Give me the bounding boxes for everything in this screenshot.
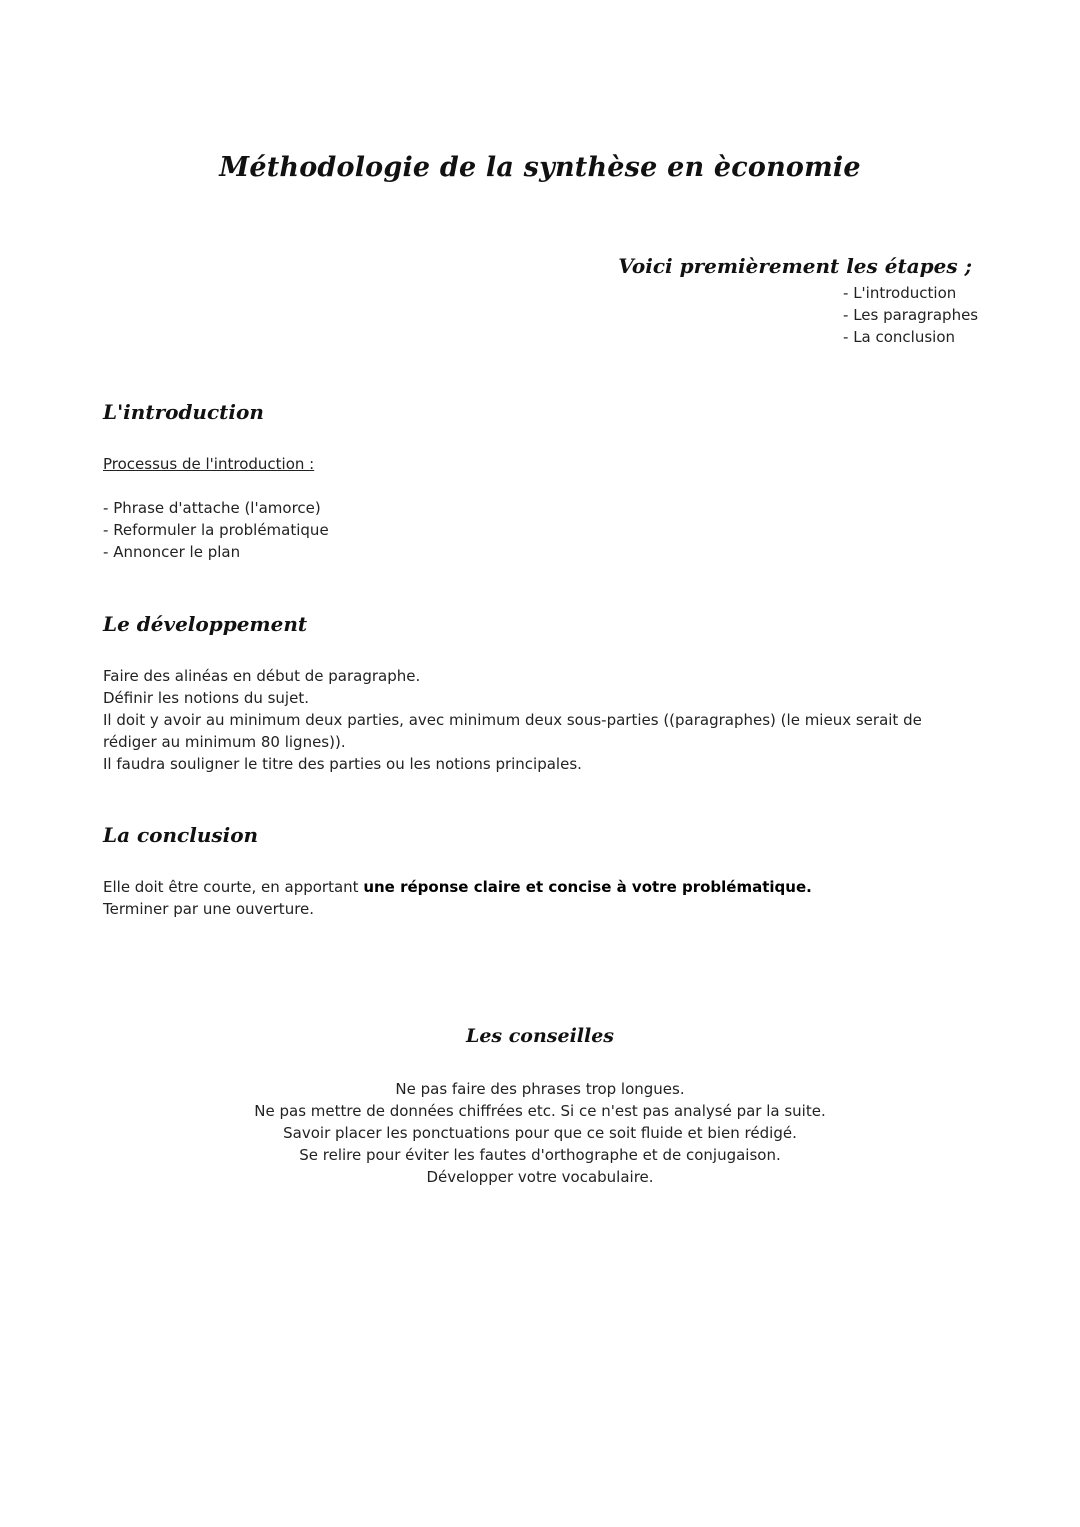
steps-heading: Voici premièrement les étapes ; xyxy=(618,254,972,278)
document-title: Méthodologie de la synthèse en èconomie xyxy=(219,152,861,183)
developpement-line: Définir les notions du sujet. xyxy=(103,689,309,707)
conclusion-line xyxy=(103,876,973,898)
introduction-list-item: - Annoncer le plan xyxy=(103,541,329,563)
introduction-list-item: - Reformuler la problématique xyxy=(103,519,329,541)
developpement-heading: Le développement xyxy=(103,612,308,636)
steps-list-item: - L'introduction xyxy=(843,282,978,304)
conseils-list-item: Savoir placer les ponctuations pour que ce soit fluide et bien rédigé. xyxy=(283,1124,797,1142)
conclusion-line-prefix: Elle doit être courte, en apportant xyxy=(103,878,364,896)
steps-list xyxy=(843,282,978,348)
steps-list-item: - Les paragraphes xyxy=(843,304,978,326)
conclusion-line: Terminer par une ouverture. xyxy=(103,900,315,918)
introduction-list-item: - Phrase d'attache (l'amorce) xyxy=(103,497,329,519)
conseils-list-item: Ne pas mettre de données chiffrées etc. Si ce n'est pas analysé par la suite. xyxy=(254,1102,826,1120)
conseils-list xyxy=(0,1078,1080,1188)
introduction-subtitle: Processus de l'introduction : xyxy=(103,455,315,473)
conclusion-text xyxy=(103,876,973,920)
developpement-line: Faire des alinéas en début de paragraphe. xyxy=(103,667,421,685)
conseils-list-item: Ne pas faire des phrases trop longues. xyxy=(395,1080,685,1098)
developpement-text xyxy=(103,665,973,775)
conclusion-emphasis: une réponse claire et concise à votre problématique. xyxy=(363,878,812,896)
conseils-list-item: Se relire pour éviter les fautes d'orthographe et de conjugaison. xyxy=(299,1146,781,1164)
introduction-heading: L'introduction xyxy=(103,400,264,424)
steps-list-item: - La conclusion xyxy=(843,326,978,348)
developpement-line: Il faudra souligner le titre des parties ou les notions principales. xyxy=(103,755,582,773)
developpement-line: Il doit y avoir au minimum deux parties, avec minimum deux sous-parties ((paragraphes) (le mieux serait de rédiger au minimum 80 lignes)). xyxy=(103,711,922,751)
conseils-list-item: Développer votre vocabulaire. xyxy=(426,1168,654,1186)
introduction-list xyxy=(103,497,329,563)
conclusion-heading: La conclusion xyxy=(103,823,259,847)
conseils-heading: Les conseilles xyxy=(465,1025,615,1047)
